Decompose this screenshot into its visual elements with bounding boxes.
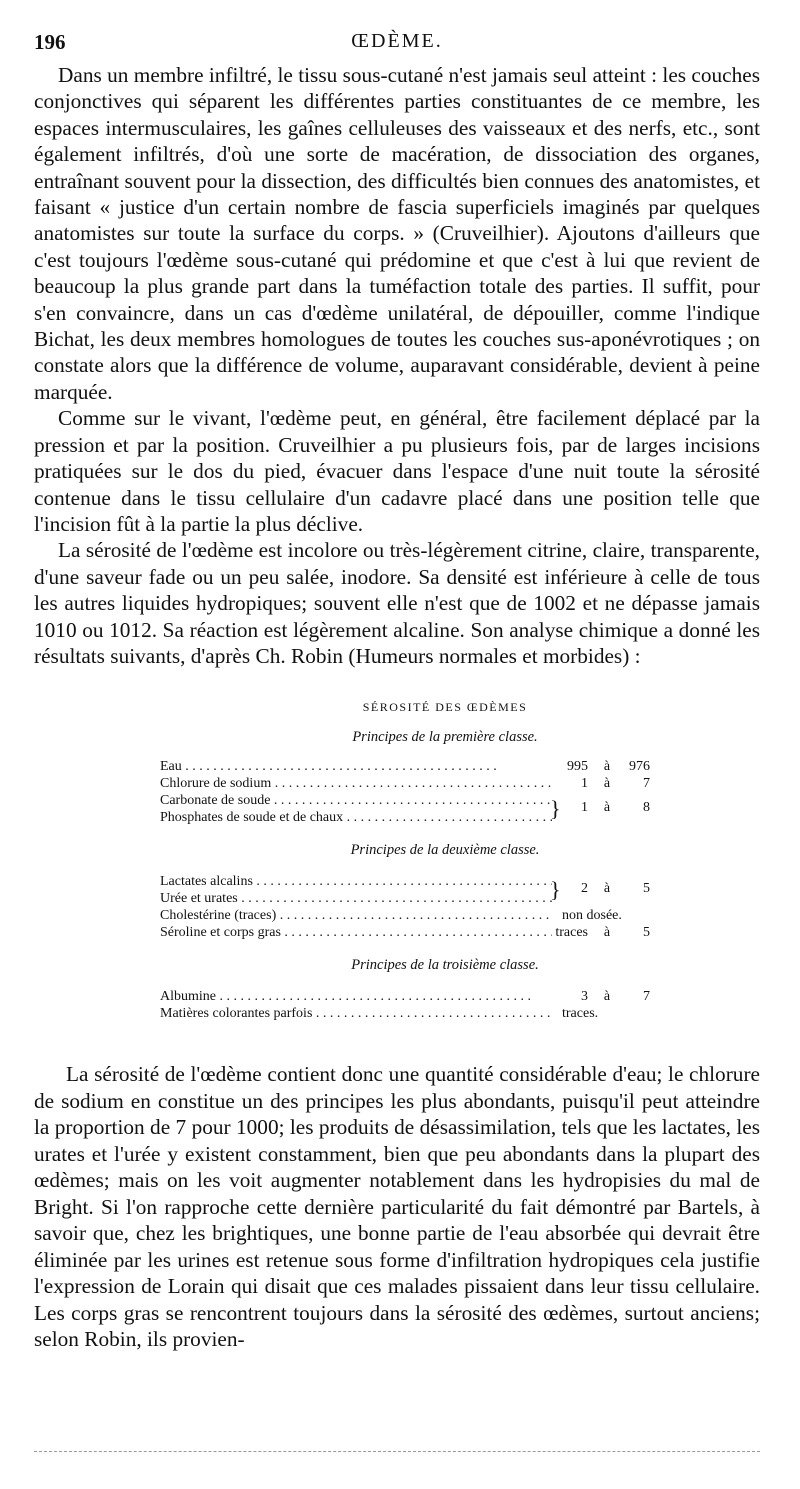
composition-table bbox=[160, 700, 650, 1022]
row-label: Phosphates de soude et de chaux . . . bbox=[160, 809, 552, 826]
paragraph-2: Comme sur le vivant, l'œdème peut, en général, être facilement déplacé par la pression et par la position. Cruveilhier a pu plusieurs fois, par de larges incisions pratiquées sur le dos du pied, évacuer dans l'espace d'une nuit toute la sérosité contenue dans le tissu cellulaire d'un cadavre placé dans une position telle que l'incision fût à la partie la plus déclive. bbox=[34, 406, 760, 536]
table-row: Eau . . . 995 à 976 bbox=[160, 758, 650, 775]
row-label: Chlorure de sodium . . . bbox=[160, 775, 552, 792]
row-label: Matières colorantes parfois . . . bbox=[160, 1005, 552, 1022]
class-3-heading: Principes de la troisième classe. bbox=[351, 957, 539, 973]
brace: } bbox=[550, 877, 561, 902]
row-label: Albumine . . . bbox=[160, 988, 552, 1005]
table-group: Lactates alcalins . . . Urée et urates . . . } 2 à 5 bbox=[160, 873, 650, 907]
table-group: Carbonate de soude . . . Phosphates de soude et de chaux . . . } 1 à 8 bbox=[160, 792, 650, 826]
footer-rule bbox=[34, 1451, 760, 1454]
table-row: Chlorure de sodium . . . 1 à 7 bbox=[160, 775, 650, 792]
row-label: Carbonate de soude . . . bbox=[160, 792, 552, 809]
upper-text bbox=[34, 62, 760, 669]
row-label: Séroline et corps gras . . . bbox=[160, 924, 552, 941]
table-row: Albumine . . . 3 à 7 bbox=[160, 988, 650, 1005]
row-value: non dosée. bbox=[562, 908, 622, 923]
class-2-heading: Principes de la deuxième classe. bbox=[350, 842, 540, 858]
class-1-heading: Principes de la première classe. bbox=[352, 729, 538, 745]
page-header bbox=[34, 30, 760, 56]
table-row bbox=[160, 1005, 650, 1022]
table-title: SÉROSITÉ DES ŒDÈMES bbox=[362, 700, 528, 714]
row-value: traces. bbox=[562, 1006, 599, 1021]
row-label: Eau . . . bbox=[160, 758, 552, 775]
lower-text bbox=[34, 1061, 760, 1353]
brace: } bbox=[550, 796, 561, 821]
running-title: ŒDÈME. bbox=[351, 30, 443, 52]
table-row bbox=[160, 907, 650, 924]
paragraph-4: La sérosité de l'œdème contient donc une quantité considérable d'eau; le chlorure de sodium en constitue un des principes les plus abondants, puisqu'il peut atteindre la proportion de 7 pour 1000; les produits de désassimilation, tels que les lactates, les urates et l'urée y existent constamment, bien que peu abondants dans la plupart des œdèmes; mais on les voit augmenter notablement dans les hydropisies du mal de Bright. Si l'on rapproche cette dernière particularité du fait démontré par Bartels, à savoir que, chez les brightiques, une bonne partie de l'eau absorbée qui devrait être éliminée par les urines est retenue sous forme d'infiltration hydropiques cela justifie l'expression de Lorain qui disait que ces malades pissaient dans leur tissu cellulaire. Les corps gras se rencontrent toujours dans la sérosité des œdèmes, surtout anciens; selon Robin, ils provien- bbox=[34, 1062, 760, 1351]
paragraph-1: Dans un membre infiltré, le tissu sous-cutané n'est jamais seul atteint : les couches conjonctives qui séparent les différentes parties constituantes de ce membre, les espaces intermusculaires, les gaînes celluleuses des vaisseaux et des nerfs, etc., sont également infiltrés, d'où une sorte de macération, de dissociation des organes, entraînant souvent pour la dissection, des difficultés bien connues des anatomistes, et faisant « justice d'un certain nombre de fascia superficiels imaginés par quelques anatomistes sur toute la surface du corps. » (Cruveilhier). Ajoutons d'ailleurs que c'est toujours l'œdème sous-cutané qui prédomine et que c'est à lui que revient de beaucoup la plus grande part dans la tuméfaction totale des parties. Il suffit, pour s'en convaincre, dans un cas d'œdème unilatéral, de dépouiller, comme l'indique Bichat, les deux membres homologues de toutes les couches sus-aponévrotiques ; on constate alors que la différence de volume, auparavant considérable, devient à peine marquée. bbox=[34, 63, 760, 404]
page-number: 196 bbox=[34, 30, 66, 54]
paragraph-3: La sérosité de l'œdème est incolore ou très-légèrement citrine, claire, transparente, d'une saveur fade ou un peu salée, inodore. Sa densité est inférieure à celle de tous les autres liquides hydropiques; souvent elle n'est que de 1002 et ne dépasse jamais 1010 ou 1012. Sa réaction est légèrement alcaline. Son analyse chimique a donné les résultats suivants, d'après Ch. Robin (Humeurs normales et morbides) : bbox=[34, 538, 760, 668]
table-row: Séroline et corps gras . . . traces à 5 bbox=[160, 924, 650, 941]
row-label: Lactates alcalins . . . bbox=[160, 873, 552, 890]
row-label: Cholestérine (traces) . . . bbox=[160, 907, 552, 924]
row-label: Urée et urates . . . bbox=[160, 890, 552, 907]
